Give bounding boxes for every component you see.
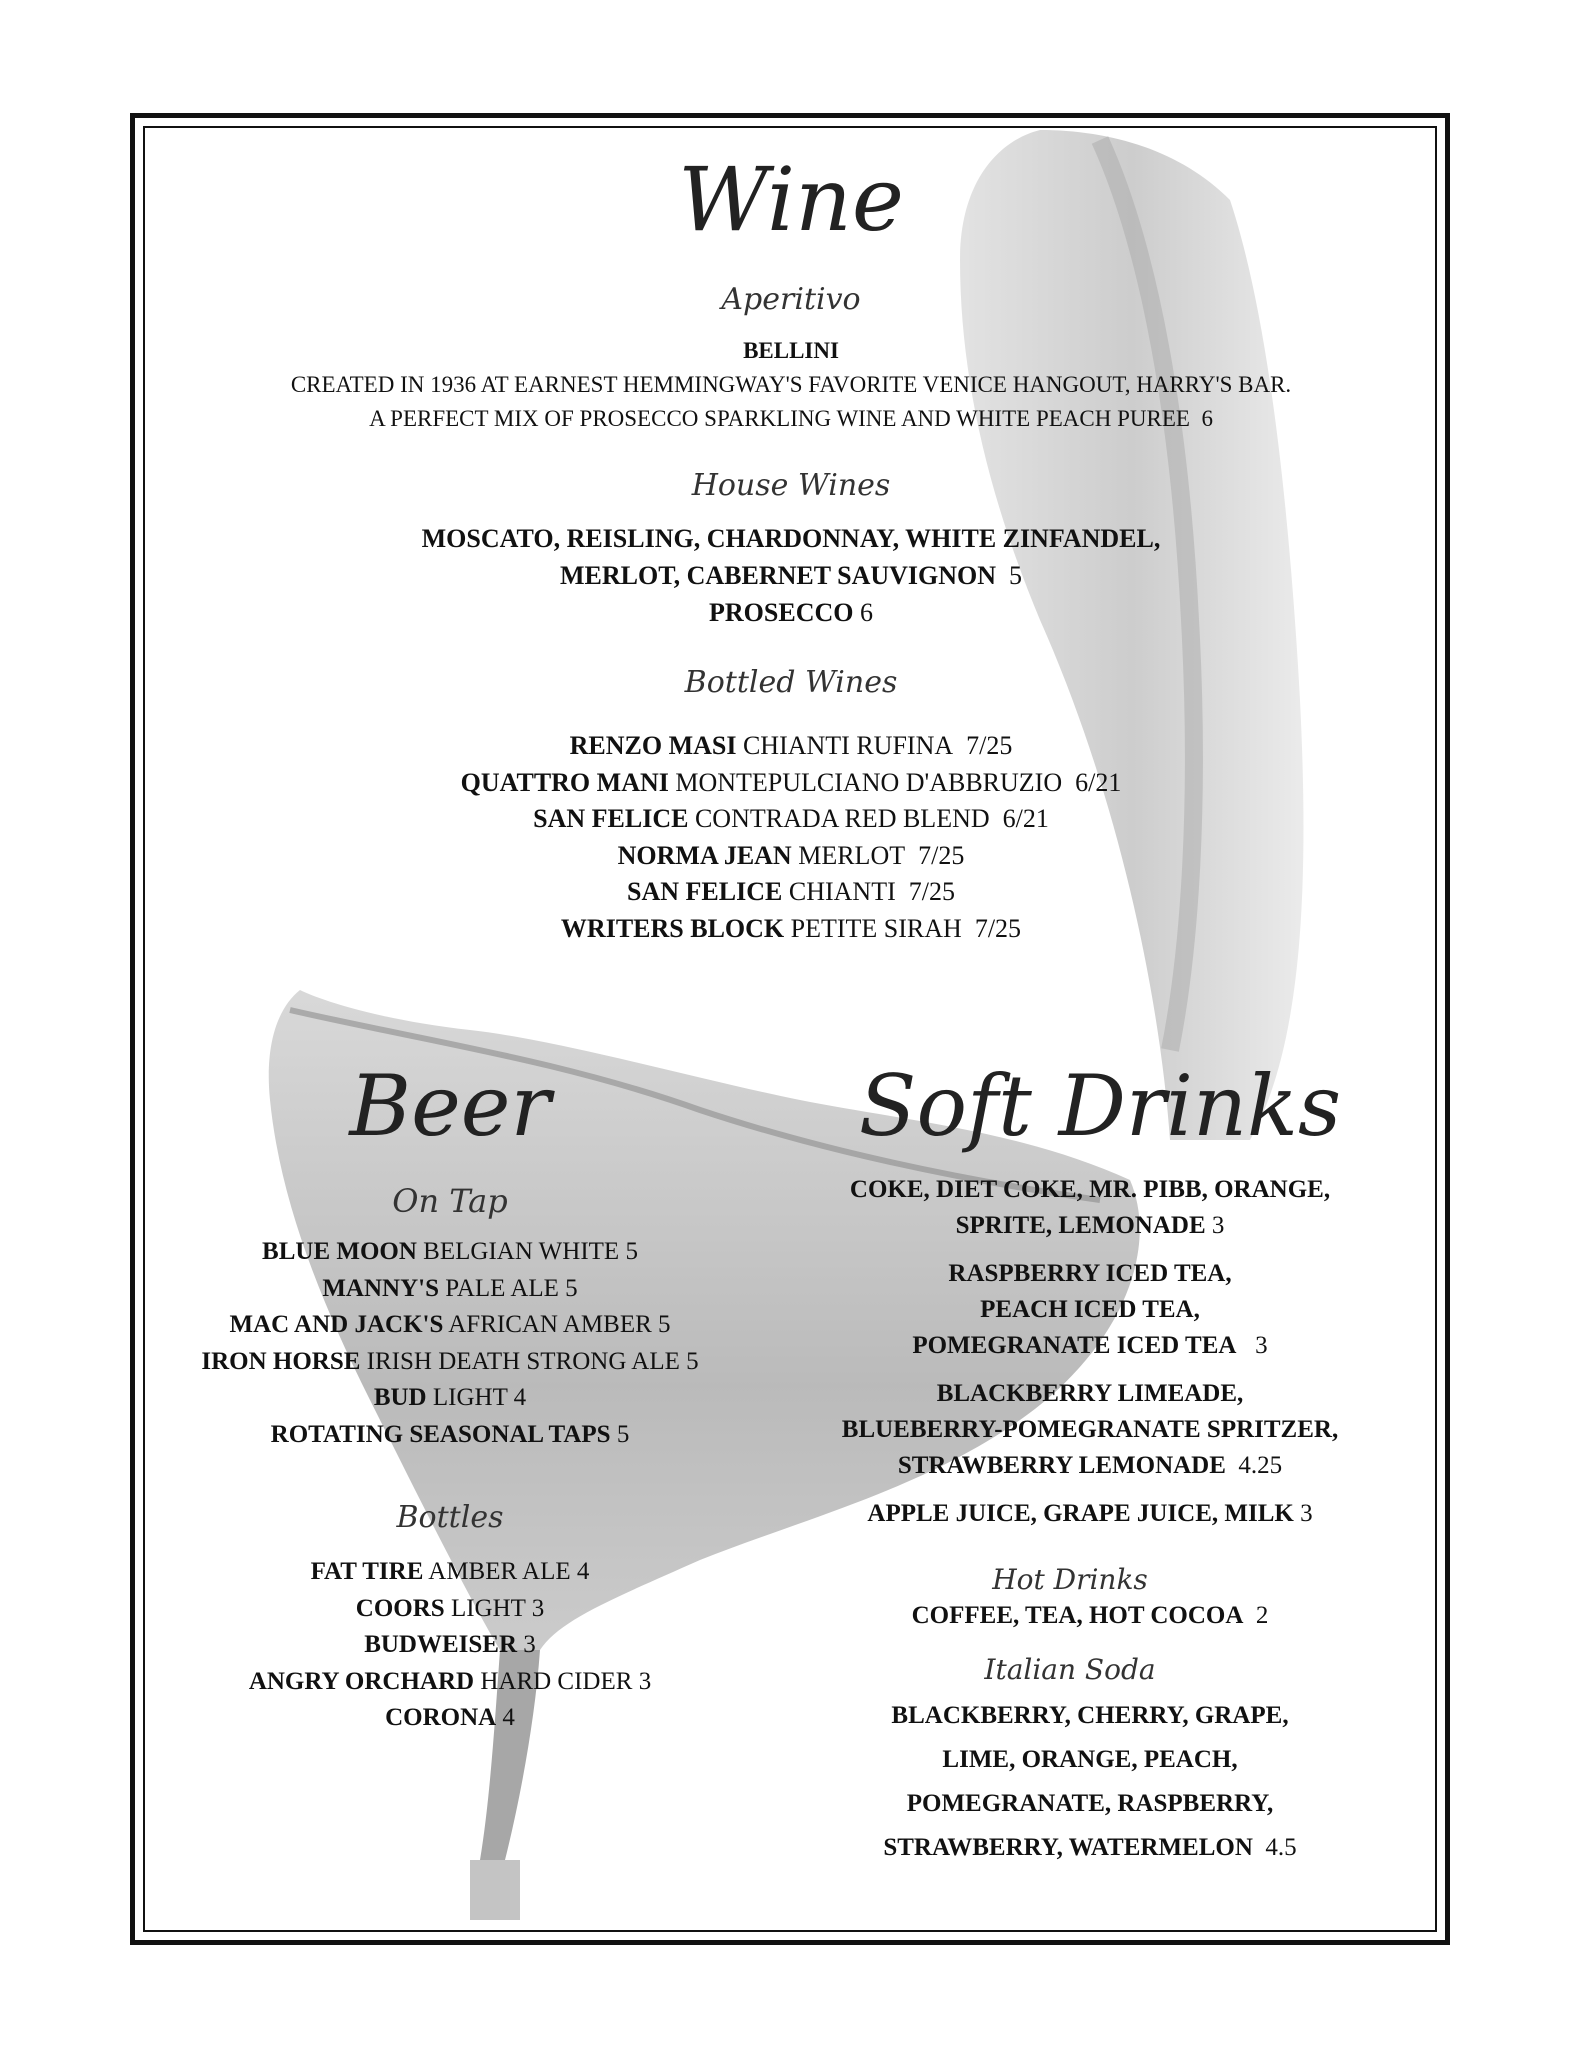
bottled-wine-item — [150, 801, 1432, 838]
beer-price: 3 — [523, 1631, 536, 1658]
beer-item — [150, 1554, 750, 1591]
beer-price: 3 — [638, 1667, 652, 1695]
house-wines-reds: MERLOT, CABERNET SAUVIGNON — [559, 561, 997, 590]
prosecco-price: 6 — [859, 598, 873, 627]
hot-drinks-subheading: Hot Drinks — [992, 1563, 1148, 1596]
soft-drink-text: POMEGRANATE ICED TEA — [912, 1332, 1237, 1359]
soft-drink-text: APPLE JUICE, GRAPE JUICE, MILK — [867, 1500, 1294, 1527]
beer-item — [150, 1307, 750, 1344]
aperitivo-section — [150, 334, 1432, 436]
wine-price: 7/25 — [918, 840, 965, 870]
soft-drinks-heading: Soft Drinks — [858, 1057, 1342, 1155]
wine-producer: SAN FELICE — [533, 804, 689, 833]
soft-drink-text: STRAWBERRY LEMONADE — [897, 1452, 1226, 1479]
wine-producer: SAN FELICE — [627, 877, 783, 906]
house-wines-subheading: House Wines — [691, 468, 891, 503]
wine-price: 7/25 — [966, 731, 1013, 760]
beer-brand: MANNY'S — [322, 1274, 439, 1302]
beer-price: 4 — [513, 1384, 527, 1411]
soft-drink-line — [770, 1328, 1410, 1364]
italian-soda-line: BLACKBERRY, CHERRY, GRAPE, — [891, 1702, 1289, 1729]
beer-price: 5 — [616, 1420, 630, 1448]
soft-drink-group — [770, 1496, 1410, 1532]
beer-brand: COORS — [355, 1594, 445, 1622]
prosecco-name: PROSECCO — [709, 598, 854, 627]
beer-item — [150, 1591, 750, 1628]
italian-soda-subheading: Italian Soda — [984, 1653, 1156, 1686]
beer-brand: ANGRY ORCHARD — [248, 1667, 475, 1695]
italian-soda-line: POMEGRANATE, RASPBERRY, — [906, 1790, 1274, 1817]
beer-price: 4 — [576, 1558, 590, 1585]
soft-drink-group — [770, 1256, 1410, 1364]
on-tap-list — [150, 1234, 750, 1453]
hot-drinks-section — [770, 1598, 1410, 1634]
beer-item — [150, 1627, 750, 1664]
wine-name: MONTEPULCIANO D'ABBRUZIO — [675, 767, 1063, 797]
soft-drink-price: 3 — [1211, 1212, 1225, 1239]
bellini-name: BELLINI — [743, 338, 839, 363]
beer-style: AFRICAN AMBER — [448, 1311, 652, 1338]
beer-item — [150, 1417, 750, 1454]
beer-style: IRISH DEATH STRONG ALE — [366, 1347, 680, 1375]
bellini-desc-line1: CREATED IN 1936 AT EARNEST HEMMINGWAY'S FAVORITE VENICE HANGOUT, HARRY'S BAR. — [290, 372, 1292, 397]
on-tap-subheading: On Tap — [392, 1182, 508, 1220]
bottled-wine-item — [150, 874, 1432, 911]
beer-brand: BUD — [373, 1384, 427, 1411]
bottled-wine-item — [150, 728, 1432, 765]
soft-drinks-list — [770, 1172, 1410, 1532]
wine-price: 7/25 — [908, 877, 955, 906]
beer-item — [150, 1234, 750, 1271]
wine-price: 6/21 — [1002, 804, 1049, 833]
italian-soda-line: LIME, ORANGE, PEACH, — [942, 1746, 1238, 1773]
beer-price: 5 — [658, 1311, 671, 1338]
bottles-list — [150, 1554, 750, 1737]
bellini-desc-text: A PERFECT MIX OF PROSECCO SPARKLING WINE AND WHITE PEACH PUREE — [369, 406, 1190, 431]
beer-brand: MAC AND JACK'S — [229, 1311, 444, 1338]
soft-drink-line: BLUEBERRY-POMEGRANATE SPRITZER, — [841, 1416, 1339, 1443]
italian-soda-section — [770, 1694, 1410, 1870]
wine-name: CHIANTI — [788, 877, 896, 906]
hot-drinks-line — [770, 1598, 1410, 1634]
bottled-wine-item — [150, 765, 1432, 802]
beer-style: LIGHT — [432, 1384, 508, 1411]
soft-drink-price: 3 — [1255, 1332, 1268, 1359]
wine-producer: WRITERS BLOCK — [560, 913, 785, 943]
wine-price: 7/25 — [974, 913, 1022, 943]
soft-drink-group — [770, 1376, 1410, 1484]
soft-drink-price: 4.25 — [1238, 1452, 1283, 1479]
wine-name: PETITE SIRAH — [790, 913, 962, 943]
soft-drink-text: SPRITE, LEMONADE — [955, 1212, 1206, 1239]
beer-item — [150, 1271, 750, 1308]
hot-drinks-price: 2 — [1255, 1602, 1269, 1629]
soft-drink-line — [770, 1448, 1410, 1484]
aperitivo-subheading: Aperitivo — [721, 282, 861, 317]
beer-brand: IRON HORSE — [201, 1347, 361, 1375]
soft-drink-line: RASPBERRY ICED TEA, — [948, 1260, 1232, 1287]
bottles-subheading: Bottles — [396, 1500, 504, 1535]
beer-price: 5 — [565, 1274, 578, 1302]
beer-brand: BUDWEISER — [364, 1631, 518, 1658]
beer-item — [150, 1344, 750, 1381]
beer-item — [150, 1700, 750, 1737]
italian-soda-text: STRAWBERRY, WATERMELON — [883, 1834, 1253, 1861]
house-wines-section — [150, 520, 1432, 631]
hot-drinks-text: COFFEE, TEA, HOT COCOA — [911, 1602, 1244, 1629]
soft-drink-group — [770, 1172, 1410, 1244]
beer-price: 4 — [502, 1704, 515, 1731]
bottled-wines-subheading: Bottled Wines — [684, 665, 898, 700]
soft-drink-line: COKE, DIET COKE, MR. PIBB, ORANGE, — [849, 1176, 1331, 1203]
soft-drink-line: BLACKBERRY LIMEADE, — [936, 1380, 1244, 1407]
soft-drink-line: PEACH ICED TEA, — [980, 1296, 1200, 1323]
beer-item — [150, 1664, 750, 1701]
house-wines-price: 5 — [1009, 561, 1023, 590]
wine-producer: NORMA JEAN — [617, 840, 792, 870]
beer-brand: BLUE MOON — [262, 1238, 417, 1265]
beer-style: BELGIAN WHITE — [423, 1238, 620, 1265]
beer-style: PALE ALE — [445, 1274, 559, 1302]
wine-name: CHIANTI RUFINA — [742, 731, 954, 760]
beer-price: 5 — [625, 1238, 638, 1265]
beer-style: LIGHT — [450, 1594, 526, 1622]
italian-soda-line — [770, 1826, 1410, 1870]
beer-heading: Beer — [349, 1057, 551, 1155]
soft-drink-price: 3 — [1300, 1500, 1313, 1527]
house-wines-line1: MOSCATO, REISLING, CHARDONNAY, WHITE ZINFANDEL, — [421, 524, 1161, 553]
soft-drink-line — [770, 1208, 1410, 1244]
beer-brand: ROTATING SEASONAL TAPS — [270, 1420, 611, 1448]
bellini-price: 6 — [1201, 406, 1213, 431]
house-wines-line3 — [150, 594, 1432, 631]
wine-heading: Wine — [678, 148, 904, 251]
beer-style: AMBER ALE — [428, 1558, 571, 1585]
house-wines-line2 — [150, 557, 1432, 594]
beer-item — [150, 1380, 750, 1417]
beer-style: HARD CIDER — [480, 1667, 633, 1695]
wine-producer: RENZO MASI — [569, 731, 737, 760]
bottled-wine-item — [150, 838, 1432, 875]
bottled-wine-item — [150, 911, 1432, 948]
bellini-desc-line2 — [150, 402, 1432, 436]
beer-brand: CORONA — [385, 1704, 497, 1731]
wine-price: 6/21 — [1075, 767, 1122, 797]
beer-price: 3 — [531, 1594, 545, 1622]
bottled-wines-list — [150, 728, 1432, 947]
wine-name: MERLOT — [798, 840, 906, 870]
beer-price: 5 — [686, 1347, 699, 1375]
wine-producer: QUATTRO MANI — [460, 767, 669, 797]
italian-soda-price: 4.5 — [1265, 1834, 1297, 1861]
soft-drink-line — [770, 1496, 1410, 1532]
beer-brand: FAT TIRE — [310, 1558, 424, 1585]
wine-name: CONTRADA RED BLEND — [694, 804, 990, 833]
